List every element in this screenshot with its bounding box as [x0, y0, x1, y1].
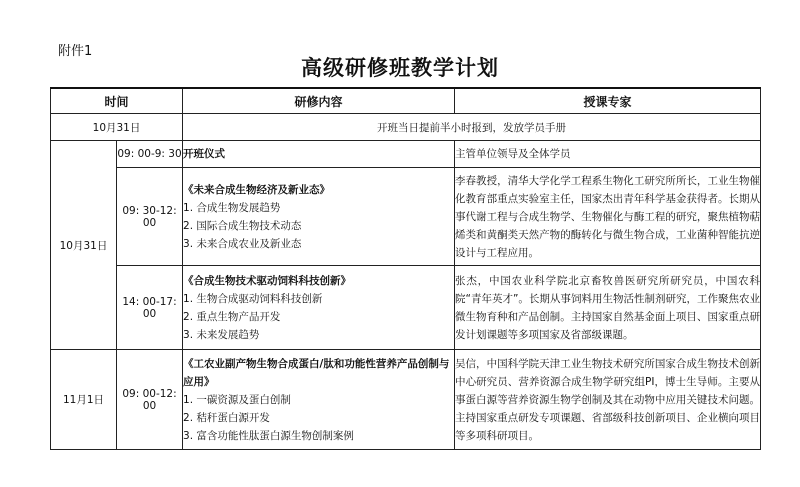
session-expert: 主管单位领导及全体学员: [455, 141, 761, 168]
session-time: 09: 00-9: 30: [117, 141, 183, 168]
attachment-label: 附件1: [58, 44, 93, 59]
list-item: 2. 秸秆蛋白源开发: [183, 411, 270, 424]
table-row: [51, 350, 761, 450]
header-expert: 授课专家: [455, 88, 761, 114]
session-time: 09: 00-12: 00: [117, 350, 183, 450]
registration-row: [51, 114, 761, 141]
list-item: 1. 生物合成驱动饲料科技创新: [183, 292, 323, 305]
list-item: 3. 未来发展趋势: [183, 328, 260, 341]
list-item: 3. 富含功能性肽蛋白源生物创制案例: [183, 429, 354, 442]
session-content: [183, 350, 455, 450]
list-item: 2. 国际合成生物技术动态: [183, 219, 302, 232]
session-expert: 张杰，中国农业科学院北京畜牧兽医研究所研究员，中国农科院“青年英才”。长期从事饲料用生物活性制剂研究，工作聚焦农业微生物育种和产品创制。主持国家自然基金面上项目、国家重点研发计划课题等多项国家及省部级课题。: [455, 266, 761, 350]
session-content: [183, 168, 455, 266]
registration-date: 10月31日: [51, 114, 183, 141]
table-row: [51, 168, 761, 266]
table-row: [51, 141, 761, 168]
day-date: 11月1日: [51, 350, 117, 450]
teaching-plan-table: [50, 87, 761, 450]
day-date: 10月31日: [51, 141, 117, 350]
registration-text: 开班当日提前半小时报到，发放学员手册: [183, 114, 761, 141]
list-item: 3. 未来合成农业及新业态: [183, 237, 302, 250]
session-expert: 李春教授，清华大学化学工程系生物化工研究所所长，工业生物催化教育部重点实验室主任，国家杰出青年科学基金获得者。长期从事代谢工程与合成生物学、生物催化与酶工程的研究，聚焦植物萜烯类和黄酮类天然产物的酶转化与微生物合成，工业菌种智能抗逆设计与工程应用。: [455, 168, 761, 266]
session-title: 《未来合成生物经济及新业态》: [183, 183, 331, 196]
header-content: 研修内容: [183, 88, 455, 114]
session-time: 09: 30-12: 00: [117, 168, 183, 266]
list-item: 1. 一碳资源及蛋白创制: [183, 393, 291, 406]
session-title: 开班仪式: [183, 141, 455, 168]
session-time: 14: 00-17: 00: [117, 266, 183, 350]
session-content: [183, 266, 455, 350]
session-expert: 吴信，中国科学院天津工业生物技术研究所国家合成生物技术创新中心研究员、营养资源合成生物学研究组PI，博士生导师。主要从事蛋白源等营养资源生物学创制及其在动物中应用关键技术问题。主持国家重点研发专项课题、省部级科技创新项目、企业横向项目等多项科研项目。: [455, 350, 761, 450]
list-item: 1. 合成生物发展趋势: [183, 201, 281, 214]
header-time: 时间: [51, 88, 183, 114]
table-header-row: [51, 88, 761, 114]
table-row: [51, 266, 761, 350]
list-item: 2. 重点生物产品开发: [183, 310, 281, 323]
session-title: 《合成生物技术驱动饲料科技创新》: [183, 274, 352, 287]
page-title: 高级研修班教学计划: [301, 56, 499, 80]
session-title: 《工农业副产物生物合成蛋白/肽和功能性营养产品创制与应用》: [183, 357, 450, 388]
